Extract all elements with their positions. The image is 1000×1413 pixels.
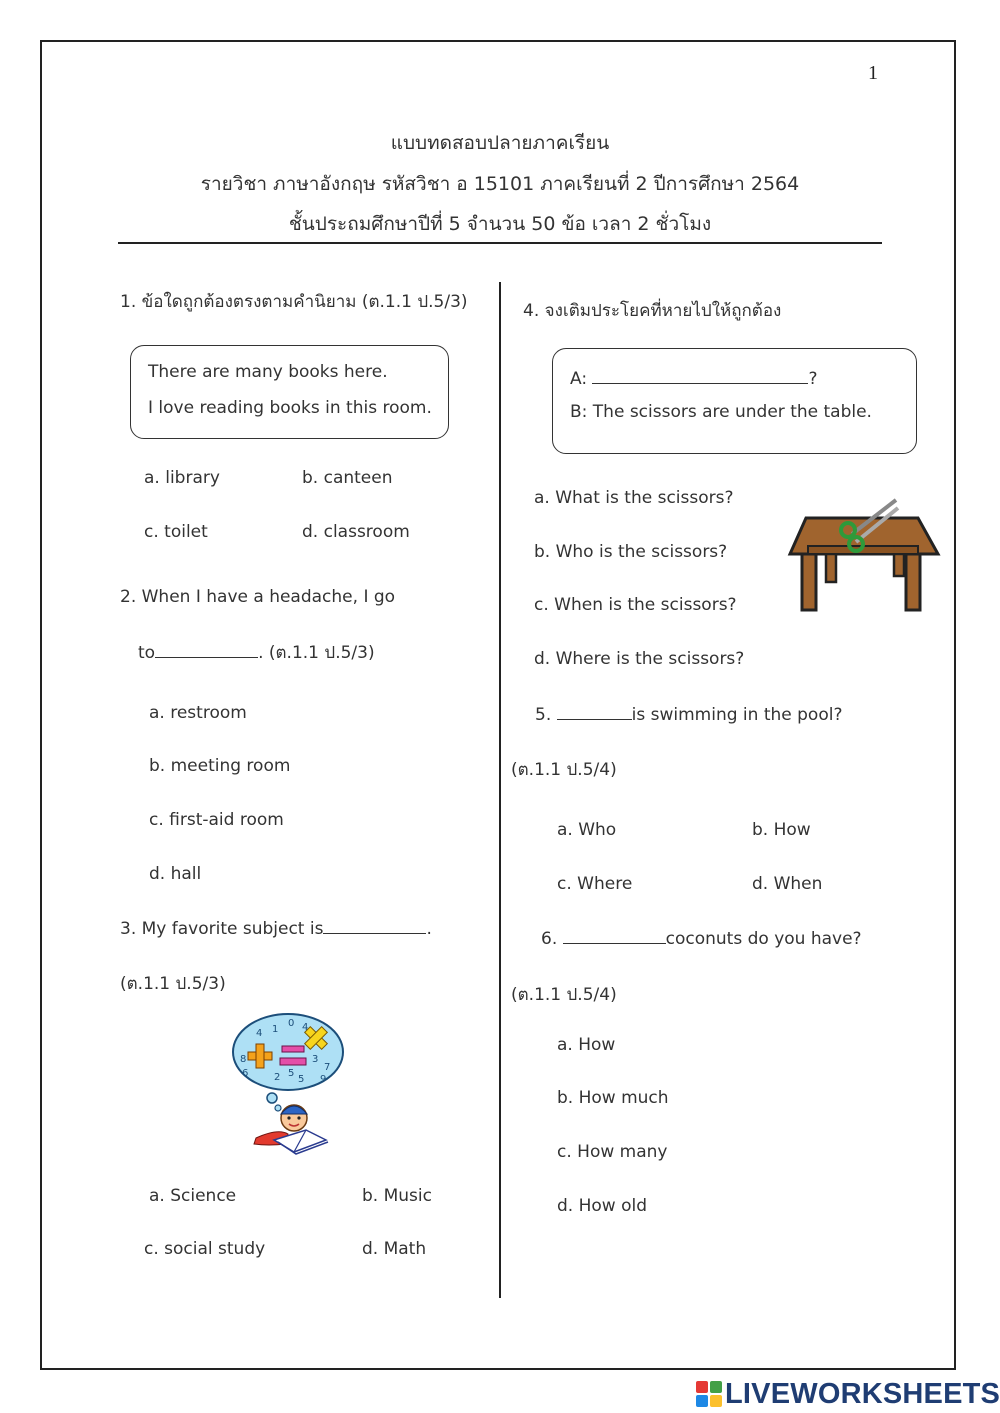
q3-option-b[interactable]: b. Music [362, 1186, 432, 1206]
q4-box-line-b: B: The scissors are under the table. [570, 402, 872, 422]
q4-box-line-a [570, 367, 818, 389]
svg-text:5: 5 [288, 1068, 295, 1079]
q5-option-d[interactable]: d. When [752, 874, 823, 894]
q1-option-b[interactable]: b. canteen [302, 468, 393, 488]
page-number: 1 [868, 62, 878, 84]
q5-option-a[interactable]: a. Who [557, 820, 617, 840]
q4-answer-blank[interactable] [592, 367, 808, 384]
q2-line-1: 2. When I have a headache, I go [120, 587, 396, 607]
q5-number: 5. [535, 705, 552, 725]
q1-option-a[interactable]: a. library [144, 468, 220, 488]
q6-option-a[interactable]: a. How [557, 1035, 616, 1055]
svg-text:9: 9 [320, 1074, 327, 1085]
svg-text:1: 1 [272, 1024, 279, 1035]
q6-option-c[interactable]: c. How many [557, 1142, 668, 1162]
q2-line-2 [138, 639, 375, 666]
header-divider [118, 242, 882, 244]
q4-dialogue-box [552, 348, 917, 454]
exam-title: แบบทดสอบปลายภาคเรียน [390, 132, 610, 154]
q3-prompt-post: . [426, 919, 432, 939]
logo-mark-icon [696, 1381, 722, 1407]
q2-option-a[interactable]: a. restroom [149, 703, 247, 723]
q1-prompt: 1. ข้อใดถูกต้องตรงตามคำนิยาม (ต.1.1 ป.5/3) [120, 292, 468, 312]
liveworksheets-logo[interactable] [696, 1378, 1000, 1410]
q6-prompt-post: coconuts do you have? [665, 929, 862, 949]
table-leg-back-left [826, 554, 836, 582]
child-cap [281, 1106, 307, 1114]
table-leg-back-right [894, 554, 904, 576]
bubble-dot-large [267, 1093, 277, 1103]
q3-prompt [120, 917, 432, 939]
q4-option-c[interactable]: c. When is the scissors? [534, 595, 737, 615]
q3-prompt-pre: 3. My favorite subject is [120, 919, 324, 939]
plus-icon-vertical [256, 1044, 264, 1068]
column-divider [499, 282, 501, 1298]
q4-option-d[interactable]: d. Where is the scissors? [534, 649, 745, 669]
svg-text:4: 4 [256, 1028, 263, 1039]
svg-text:4: 4 [302, 1022, 309, 1033]
q2-line-2-pre: to [138, 643, 156, 663]
q6-option-d[interactable]: d. How old [557, 1196, 648, 1216]
table-scissors-illustration [786, 494, 942, 614]
svg-text:0: 0 [288, 1018, 295, 1029]
svg-text:6: 6 [242, 1068, 249, 1079]
q6-indicator: (ต.1.1 ป.5/4) [511, 985, 617, 1005]
table-leg-front-left [802, 554, 816, 610]
q3-option-c[interactable]: c. social study [144, 1239, 266, 1259]
q3-option-a[interactable]: a. Science [149, 1186, 237, 1206]
q4-option-b[interactable]: b. Who is the scissors? [534, 542, 728, 562]
q5-option-c[interactable]: c. Where [557, 874, 633, 894]
exam-grade-line: ชั้นประถมศึกษาปีที่ 5 จำนวน 50 ข้อ เวลา 2 ชั่วโมง [288, 213, 712, 235]
q1-box-line-1: There are many books here. [148, 362, 388, 382]
q4-prompt: 4. จงเติมประโยคที่หายไปให้ถูกต้อง [523, 301, 782, 321]
table-leg-front-right [906, 554, 920, 610]
q1-option-c[interactable]: c. toilet [144, 522, 208, 542]
q1-box-line-2: I love reading books in this room. [148, 398, 432, 418]
q5-prompt-post: is swimming in the pool? [631, 705, 843, 725]
q5-answer-blank[interactable] [557, 703, 632, 720]
q2-option-b[interactable]: b. meeting room [149, 756, 291, 776]
exam-subject-line: รายวิชา ภาษาอังกฤษ รหัสวิชา อ 15101 ภาคเรียนที่ 2 ปีการศึกษา 2564 [200, 173, 800, 195]
q2-answer-blank[interactable] [155, 641, 258, 658]
bubble-dot-small [275, 1105, 281, 1111]
q3-answer-blank[interactable] [323, 917, 426, 934]
q4-box-a-label: A: [570, 369, 588, 389]
q4-option-a[interactable]: a. What is the scissors? [534, 488, 734, 508]
svg-text:8: 8 [240, 1054, 247, 1065]
divide-bar-icon [282, 1046, 304, 1052]
q5-option-b[interactable]: b. How [752, 820, 811, 840]
q6-prompt [541, 927, 862, 949]
svg-text:7: 7 [324, 1062, 331, 1073]
q5-indicator: (ต.1.1 ป.5/4) [511, 760, 617, 780]
q6-option-b[interactable]: b. How much [557, 1088, 669, 1108]
q6-answer-blank[interactable] [563, 927, 666, 944]
q2-line-2-post: . (ต.1.1 ป.5/3) [258, 643, 375, 663]
q5-prompt [535, 703, 842, 725]
math-student-illustration [228, 1010, 348, 1160]
logo-wordmark: LIVEWORKSHEETS [725, 1377, 1000, 1410]
q4-box-a-mark: ? [808, 369, 818, 389]
svg-text:3: 3 [312, 1054, 319, 1065]
q3-option-d[interactable]: d. Math [362, 1239, 427, 1259]
q6-number: 6. [541, 929, 558, 949]
svg-text:2: 2 [274, 1072, 281, 1083]
q1-option-d[interactable]: d. classroom [302, 522, 410, 542]
q2-option-c[interactable]: c. first-aid room [149, 810, 284, 830]
minus-icon [280, 1058, 306, 1065]
q2-option-d[interactable]: d. hall [149, 864, 202, 884]
q1-definition-box [130, 345, 449, 439]
q3-indicator: (ต.1.1 ป.5/3) [120, 974, 226, 994]
svg-text:5: 5 [298, 1074, 305, 1085]
